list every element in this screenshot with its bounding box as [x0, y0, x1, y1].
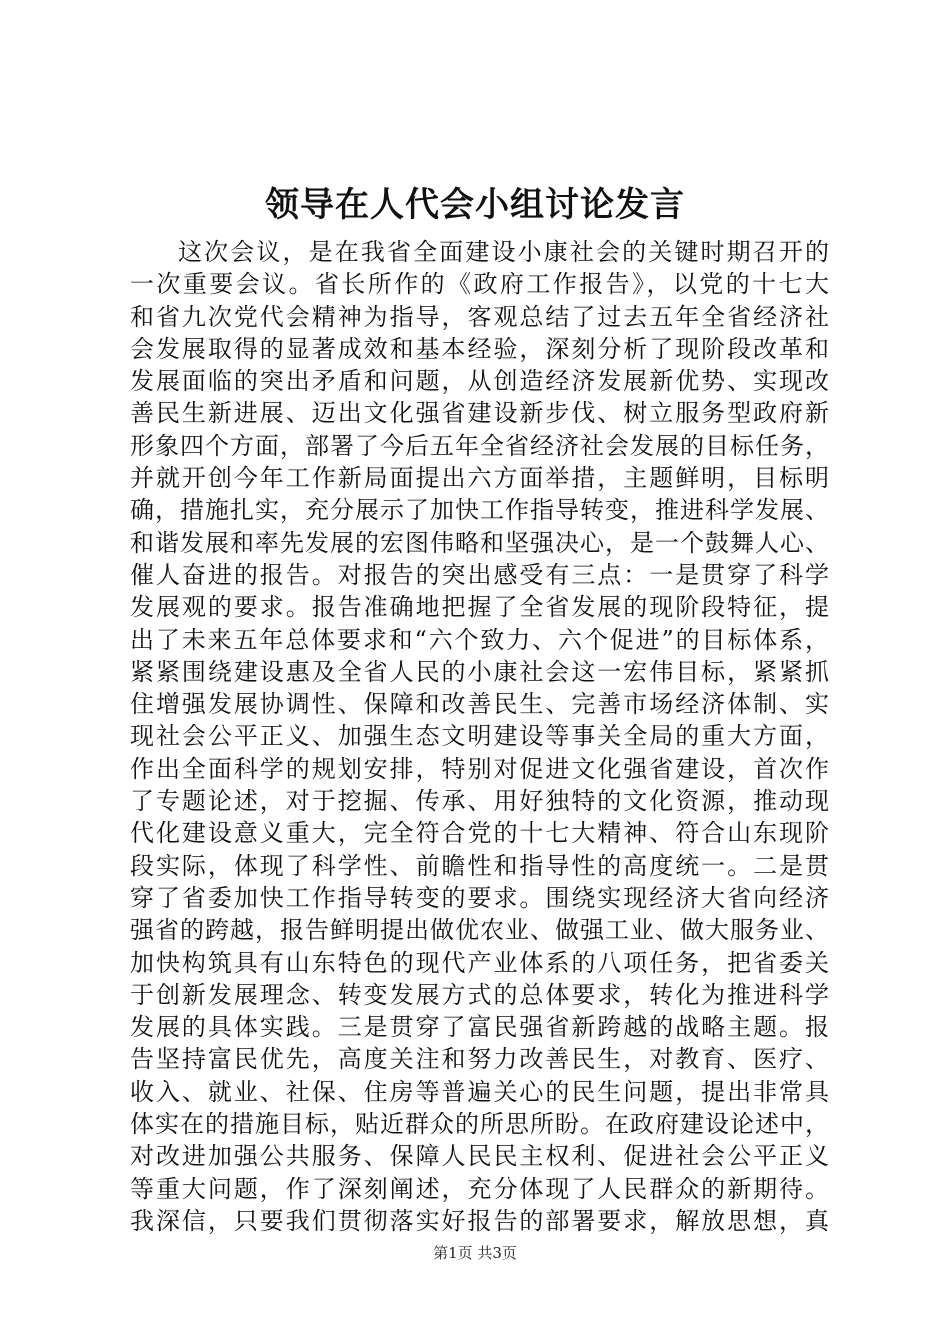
body-line: 善民生新进展、迈出文化强省建设新步伐、树立服务型政府新: [130, 399, 830, 428]
body-line: 穿了省委加快工作指导转变的要求。围绕实现经济大省向经济: [130, 883, 830, 912]
body-line: 加快构筑具有山东特色的现代产业体系的八项任务，把省委关: [130, 948, 830, 977]
body-line: 发展面临的突出矛盾和问题，从创造经济发展新优势、实现改: [130, 367, 830, 396]
body-line: 段实际，体现了科学性、前瞻性和指导性的高度统一。二是贯: [130, 851, 830, 880]
body-line: 和谐发展和率先发展的宏图伟略和坚强决心，是一个鼓舞人心、: [130, 528, 830, 557]
body-line: 一次重要会议。省长所作的《政府工作报告》，以党的十七大: [130, 270, 830, 299]
body-line: 发展观的要求。报告准确地把握了全省发展的现阶段特征，提: [130, 593, 830, 622]
body-line: 出了未来五年总体要求和“六个致力、六个促进”的目标体系，: [130, 625, 830, 654]
body-line: 代化建设意义重大，完全符合党的十七大精神、符合山东现阶: [130, 819, 830, 848]
body-line: 作出全面科学的规划安排，特别对促进文化强省建设，首次作: [130, 754, 830, 783]
document-body: [130, 236, 830, 1237]
body-line: 紧紧围绕建设惠及全省人民的小康社会这一宏伟目标，紧紧抓: [130, 657, 830, 686]
body-line: 和省九次党代会精神为指导，客观总结了过去五年全省经济社: [130, 302, 830, 331]
body-line: 现社会公平正义、加强生态文明建设等事关全局的重大方面，: [130, 722, 830, 751]
body-line: 对改进加强公共服务、保障人民民主权利、促进社会公平正义: [130, 1142, 830, 1171]
body-line: 并就开创今年工作新局面提出六方面举措，主题鲜明，目标明: [130, 464, 830, 493]
document-title: 领导在人代会小组讨论发言: [265, 185, 685, 225]
body-line: 这次会议，是在我省全面建设小康社会的关键时期召开的: [178, 238, 830, 266]
body-line: 住增强发展协调性、保障和改善民生、完善市场经济体制、实: [130, 690, 830, 719]
body-line: 强省的跨越，报告鲜明提出做优农业、做强工业、做大服务业、: [130, 916, 830, 945]
body-line: 等重大问题，作了深刻阐述，充分体现了人民群众的新期待。: [130, 1174, 830, 1203]
body-line: 会发展取得的显著成效和基本经验，深刻分析了现阶段改革和: [130, 334, 830, 363]
body-line: 了专题论述，对于挖掘、传承、用好独特的文化资源，推动现: [130, 787, 830, 816]
page-footer: 第1页 共3页: [433, 1244, 517, 1262]
body-line: 确，措施扎实，充分展示了加快工作指导转变，推进科学发展、: [130, 496, 830, 525]
body-line: 于创新发展理念、转变发展方式的总体要求，转化为推进科学: [130, 980, 830, 1009]
body-line: 收入、就业、社保、住房等普遍关心的民生问题，提出非常具: [130, 1077, 830, 1106]
body-line: 发展的具体实践。三是贯穿了富民强省新跨越的战略主题。报: [130, 1013, 830, 1042]
body-line: 催人奋进的报告。对报告的突出感受有三点：一是贯穿了科学: [130, 560, 830, 589]
body-line: 我深信，只要我们贯彻落实好报告的部署要求，解放思想，真: [130, 1206, 830, 1235]
body-line: 告坚持富民优先，高度关注和努力改善民生，对教育、医疗、: [130, 1045, 830, 1074]
body-line: 体实在的措施目标，贴近群众的所思所盼。在政府建设论述中，: [130, 1110, 830, 1139]
body-line: 形象四个方面，部署了今后五年全省经济社会发展的目标任务，: [130, 431, 830, 460]
